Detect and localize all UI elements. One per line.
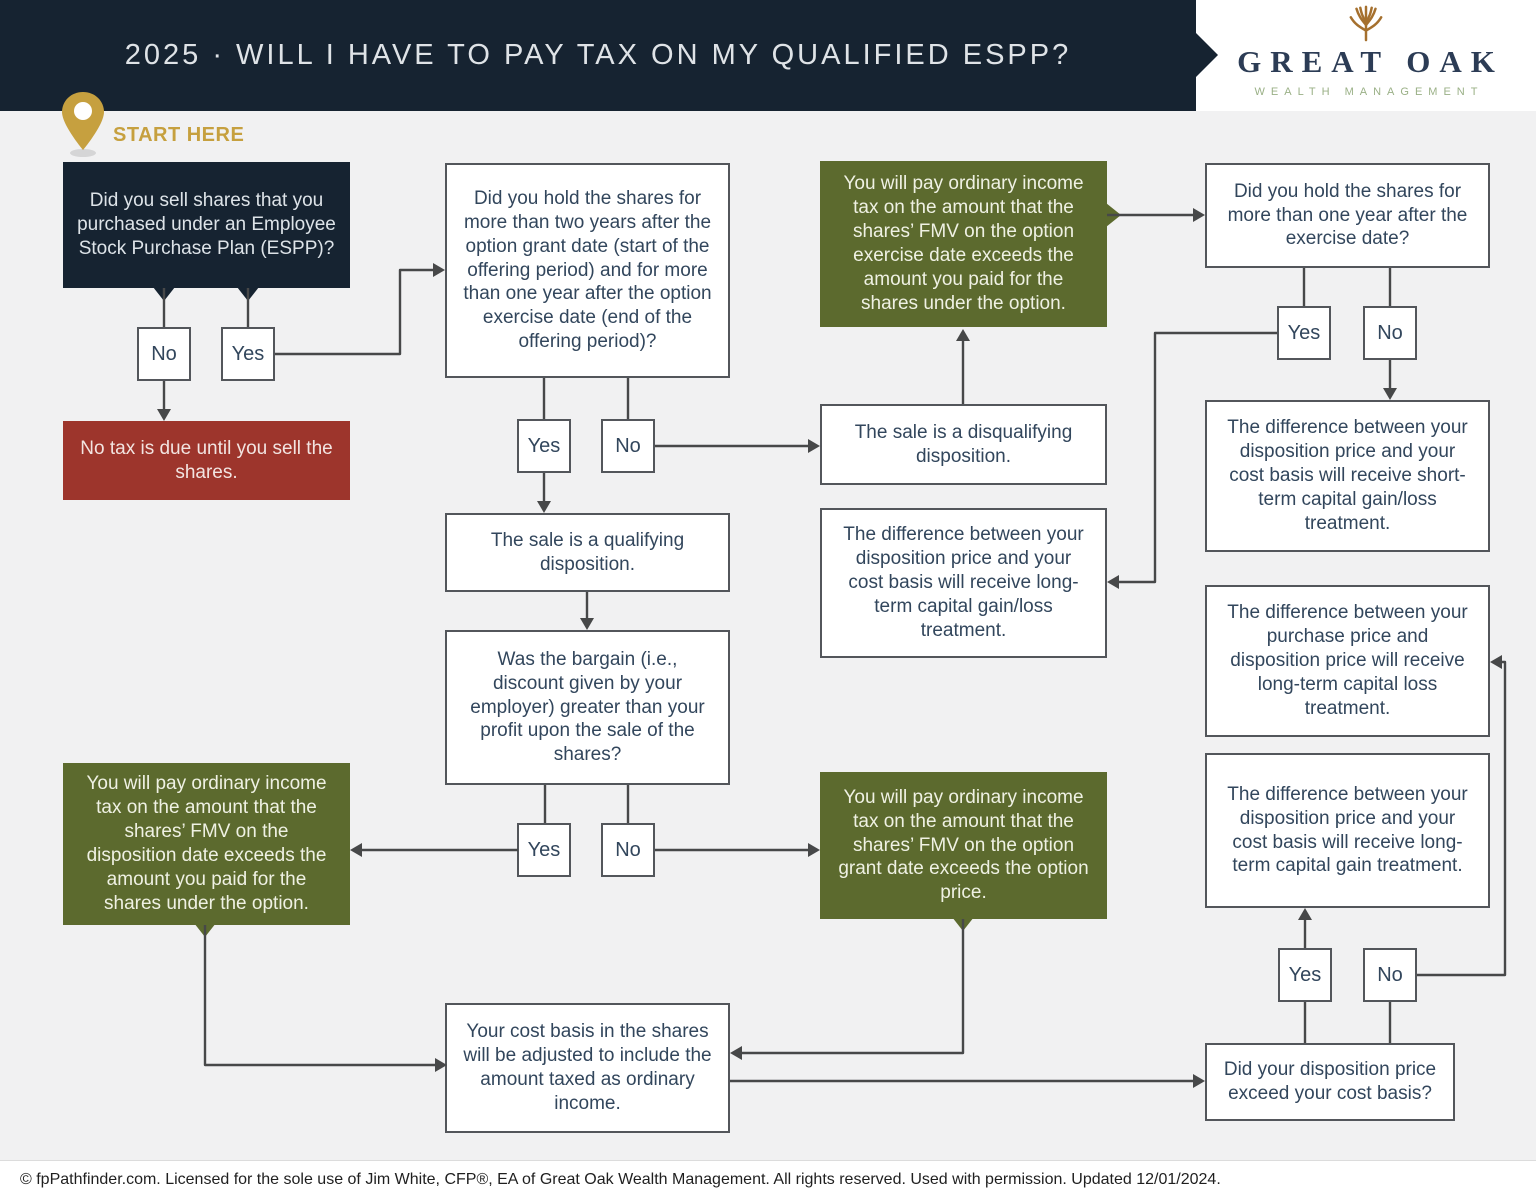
node-qualifying-disposition: The sale is a qualifying disposition. bbox=[445, 513, 730, 592]
node-start-question: Did you sell shares that you purchased under an Employee Stock Purchase Plan (ESPP)? bbox=[63, 162, 350, 288]
node-no-tax-until-sale: No tax is due until you sell the shares. bbox=[63, 421, 350, 500]
chip-no-one-year: No bbox=[1363, 306, 1417, 360]
node-bargain-question: Was the bargain (i.e., discount given by your employer) greater than your profit upon the sale of the shares? bbox=[445, 630, 730, 785]
node-long-term-loss: The difference between your purchase price and disposition price will receive long-term capital loss treatment. bbox=[1205, 585, 1490, 737]
node-ordinary-income-grant: You will pay ordinary income tax on the amount that the shares’ FMV on the option grant date exceeds the option price. bbox=[820, 772, 1107, 919]
chip-no-disposition: No bbox=[1363, 948, 1417, 1002]
node-ordinary-income-exercise: You will pay ordinary income tax on the amount that the shares’ FMV on the option exercise date exceeds the amount you paid for the shares under the option. bbox=[820, 161, 1107, 327]
chip-yes-two-years: Yes bbox=[517, 419, 571, 473]
chip-yes-bargain: Yes bbox=[517, 823, 571, 877]
node-long-term-gain: The difference between your disposition price and your cost basis will receive long-term capital gain treatment. bbox=[1205, 753, 1490, 908]
node-cost-basis-adjusted: Your cost basis in the shares will be adjusted to include the amount taxed as ordinary income. bbox=[445, 1003, 730, 1133]
brand-name: GREAT OAK bbox=[1237, 44, 1504, 79]
footer-bar bbox=[0, 1160, 1536, 1198]
node-short-term-gain-loss: The difference between your disposition price and your cost basis will receive short-term capital gain/loss treatment. bbox=[1205, 400, 1490, 552]
chip-yes-sold-shares: Yes bbox=[221, 327, 275, 381]
node-disqualifying-disposition: The sale is a disqualifying disposition. bbox=[820, 404, 1107, 485]
brand-tagline: WEALTH MANAGEMENT bbox=[1254, 86, 1484, 98]
node-hold-two-years-question: Did you hold the shares for more than two years after the option grant date (start of the offering period) and for more than one year after the option exercise date (end of the offering period)? bbox=[445, 163, 730, 378]
oak-tree-icon bbox=[1346, 4, 1386, 42]
chip-yes-disposition: Yes bbox=[1278, 948, 1332, 1002]
page-title: 2025 · WILL I HAVE TO PAY TAX ON MY QUALIFIED ESPP? bbox=[124, 39, 1072, 71]
header-bar bbox=[0, 0, 1196, 111]
node-hold-one-year-question: Did you hold the shares for more than one year after the exercise date? bbox=[1205, 163, 1490, 268]
start-pin-icon bbox=[58, 90, 108, 162]
chip-no-two-years: No bbox=[601, 419, 655, 473]
node-long-term-gain-loss: The difference between your disposition price and your cost basis will receive long-term capital gain/loss treatment. bbox=[820, 508, 1107, 658]
node-disposition-exceed-question: Did your disposition price exceed your cost basis? bbox=[1205, 1043, 1455, 1121]
chip-no-sold-shares: No bbox=[137, 327, 191, 381]
brand-logo bbox=[1196, 0, 1536, 111]
chip-no-bargain: No bbox=[601, 823, 655, 877]
start-here-label: START HERE bbox=[113, 124, 245, 146]
chip-yes-one-year: Yes bbox=[1277, 306, 1331, 360]
node-ordinary-income-disposition: You will pay ordinary income tax on the amount that the shares’ FMV on the disposition date exceeds the amount you paid for the shares under the option. bbox=[63, 763, 350, 925]
license-text: © fpPathfinder.com. Licensed for the sole use of Jim White, CFP®, EA of Great Oak Wealth Management. All rights reserved. Used with permission. Updated 12/01/2024. bbox=[20, 1171, 1221, 1188]
